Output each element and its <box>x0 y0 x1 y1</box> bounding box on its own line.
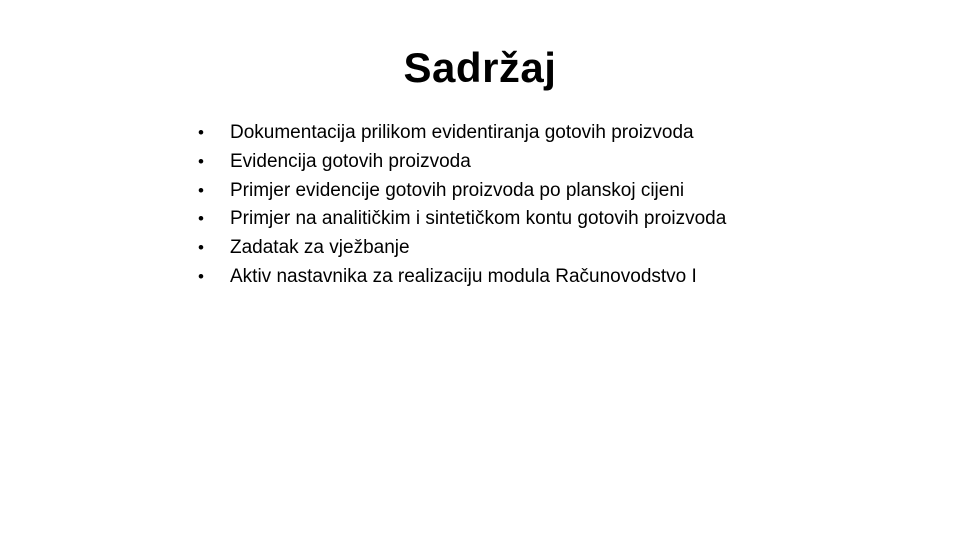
list-item-text: Dokumentacija prilikom evidentiranja gotovih proizvoda <box>230 122 694 143</box>
list-item-text: Primjer na analitičkim i sintetičkom kontu gotovih proizvoda <box>230 208 727 230</box>
slide-title: Sadržaj <box>403 44 557 91</box>
bullet-icon: • <box>198 123 204 142</box>
list-item-text: Evidencija gotovih proizvoda <box>230 150 471 172</box>
list-item-text: Primjer evidencije gotovih proizvoda po planskoj cijeni <box>230 179 685 201</box>
list-item <box>198 119 726 148</box>
list-item <box>198 177 726 206</box>
bullet-icon: • <box>198 180 204 200</box>
list-item <box>198 263 726 292</box>
bullet-icon: • <box>198 209 204 229</box>
list-item <box>198 148 726 177</box>
list-item <box>198 234 726 263</box>
list-item <box>198 205 726 234</box>
bullet-icon: • <box>198 238 204 258</box>
bullet-icon: • <box>198 151 204 171</box>
bullet-icon: • <box>198 266 204 286</box>
list-item-text: Aktiv nastavnika za realizaciju modula Računovodstvo I <box>230 265 697 287</box>
content-list <box>198 119 726 292</box>
list-item-text: Zadatak za vježbanje <box>230 237 410 259</box>
